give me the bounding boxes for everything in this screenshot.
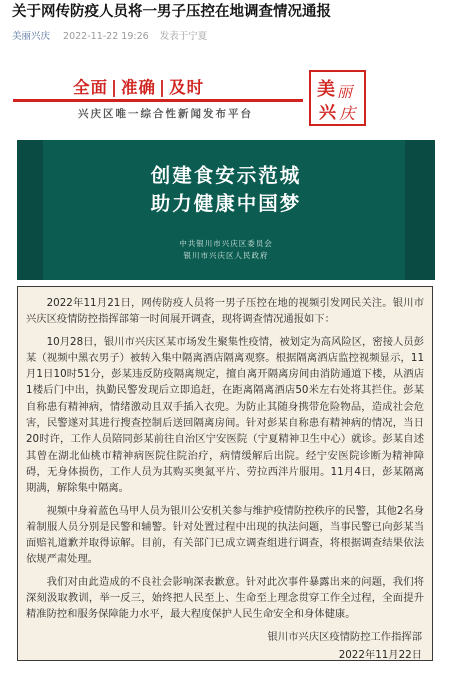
notice-paragraph: 我们对由此造成的不良社会影响深表歉意。针对此次事件暴露出来的问题，我们将深刻汲取教训，举一反三，始终把人民至上、生命至上理念贯穿工作全过程，全面提升精准防控和服务保障能力水平，最大程度保护人民生命安全和身体健康。 xyxy=(26,575,424,621)
signature-organization: 银川市兴庆区疫情防控工作指挥部 xyxy=(267,631,422,643)
svg-text:庆: 庆 xyxy=(338,104,355,123)
poster-headline-1: 创建食安示范城 xyxy=(150,164,302,187)
notice-paragraph: 2022年11月21日，网传防疫人员将一男子压控在地的视频引发网民关注。银川市兴庆区疫情防控指挥部第一时间展开调查，现将调查情况通报如下： xyxy=(26,297,424,326)
notice-box xyxy=(17,286,433,661)
header-banner xyxy=(13,66,437,133)
publish-location: 发表于宁夏 xyxy=(159,31,208,42)
slogan-comprehensive: 全面 xyxy=(73,78,108,97)
poster-org-committee: 中共银川市兴庆区委员会 xyxy=(179,239,273,248)
promo-poster xyxy=(17,140,435,280)
svg-text:兴: 兴 xyxy=(318,103,336,123)
calligraphy-logo-icon xyxy=(313,73,363,123)
poster-headline-2: 助力健康中国梦 xyxy=(150,192,302,215)
svg-text:美: 美 xyxy=(316,79,335,100)
article-title: 关于网传防疫人员将一男子压控在地调查情况通报 xyxy=(12,4,331,20)
publish-time: 2022-11-22 19:26 xyxy=(63,31,149,42)
notice-body xyxy=(26,295,424,629)
slogan-separator: | xyxy=(111,78,119,97)
slogan-accurate: 准确 xyxy=(121,78,157,97)
signature-date: 2022年11月22日 xyxy=(338,649,422,661)
account-name-link[interactable]: 美丽兴庆 xyxy=(12,31,51,42)
banner-tagline: 兴庆区唯一综合性新闻发布平台 xyxy=(78,108,253,120)
slogan-separator: | xyxy=(159,78,167,97)
banner-slogans xyxy=(73,74,204,98)
notice-paragraph: 10月28日，银川市兴庆区某市场发生聚集性疫情，被划定为高风险区，密接人员彭某（视频中黑衣男子）被转入集中隔离酒店隔离观察。根据隔离酒店监控视频显示，11月1日10时51分，彭某违反防疫隔离规定，擅自离开隔离房间由消防通道下楼，从酒店1楼后门中出，执勤民警发现后立即追赶，在距离隔离酒店50米左右处将其拦住。彭某自称患有精神病，情绪激动且双手插入衣兜。为防止其随身携带危险物品，造成社会危害，民警遂对其进行搜查控制后送回隔离房间。针对彭某自称患有精神病的情况，当日20时许，工作人员陪同彭某前往自治区宁安医院（宁夏精神卫生中心）就诊。彭某自述其曾在湖北仙桃市精神病医院住院治疗，病情缓解后出院。经宁安医院诊断为精神障碍，无身体损伤，工作人员为其购买奥氮平片、劳拉西泮片服用。11月4日，彭某隔离期满，解除集中隔离。 xyxy=(26,335,424,495)
slogan-timely: 及时 xyxy=(169,78,205,97)
article-meta xyxy=(12,28,207,42)
brand-logo xyxy=(309,70,366,126)
svg-text:丽: 丽 xyxy=(336,83,352,101)
notice-paragraph: 视频中身着蓝色马甲人员为银川公安机关参与维护疫情防控秩序的民警，其他2名身着制服人员分别是民警和辅警。针对处置过程中出现的执法问题，当事民警已向彭某当面赔礼道歉并取得谅解。目前，有关部门已成立调查组进行调查，将根据调查结果依法依规严肃处理。 xyxy=(26,504,424,566)
poster-org-government: 银川市兴庆区人民政府 xyxy=(183,251,269,260)
banner-red-rule xyxy=(13,99,303,102)
